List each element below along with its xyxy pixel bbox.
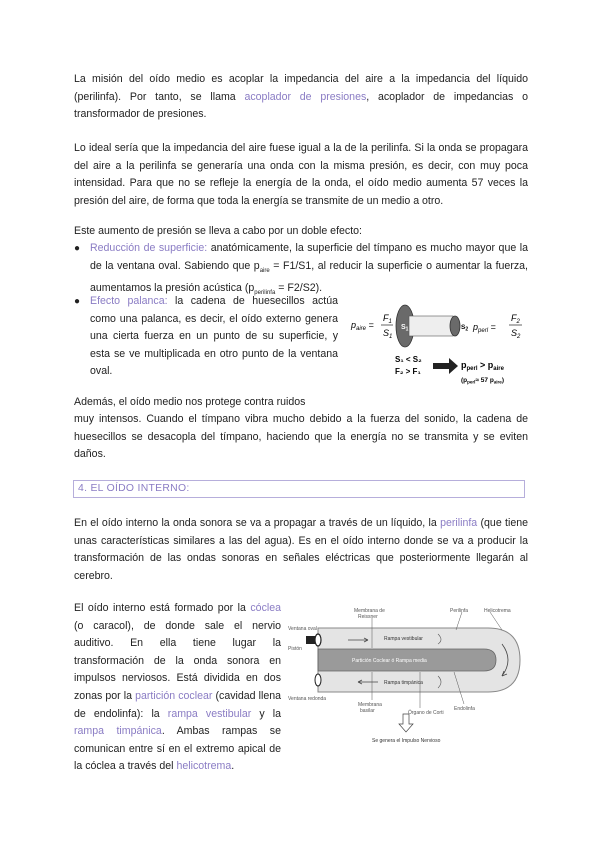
term-acoplador-presiones: acoplador de presiones bbox=[244, 90, 367, 103]
bullet-efecto-palanca: ● Efecto palanca: la cadena de huesecillos actúa como una palanca, es decir, el oído externo genera una cierta fuerza en un punto de su superficie, y esta se ve multiplicada en otro punto de la ventana oval. bbox=[74, 295, 339, 378]
svg-text:Se genera el Impulso Nervioso: Se genera el Impulso Nervioso bbox=[372, 738, 441, 744]
svg-text:F₂ > F₁: F₂ > F₁ bbox=[395, 367, 421, 376]
oval-window-disc bbox=[450, 316, 460, 336]
pressure-transform-diagram bbox=[345, 292, 525, 392]
svg-text:Membrana: Membrana bbox=[358, 702, 382, 708]
svg-text:Helicotrema: Helicotrema bbox=[484, 608, 511, 614]
svg-text:Reissner: Reissner bbox=[358, 614, 378, 620]
svg-text:S1: $S_1$ bbox=[401, 324, 409, 333]
svg-text:S₁ < S₂: S₁ < S₂ bbox=[395, 355, 422, 364]
impulse-arrow-icon bbox=[399, 714, 413, 732]
bullet-dot-icon: ● bbox=[74, 243, 81, 254]
term-particion-coclear: partición coclear bbox=[135, 689, 213, 702]
ossicle-cylinder bbox=[409, 316, 453, 336]
term-coclea: cóclea bbox=[250, 602, 281, 614]
svg-text:Rampa timpánica: Rampa timpánica bbox=[384, 680, 423, 686]
svg-text:S1: $S_1$ bbox=[383, 328, 393, 340]
section-header-box bbox=[73, 480, 525, 498]
paragraph-cochlea: El oído interno está formado por la cóclea (o caracol), de donde sale el nervio auditivo. En ella tiene lugar la transformación de la onda sonora en impulsos nerviosos. Está dividida en dos zonas por la partición coclear (cavidad llena de endolinfa): la rampa vestibular y la rampa timpánica. Ambas rampas se comunican entre sí en el extremo apical de la cóclea a través del helicotrema. bbox=[74, 602, 282, 773]
paragraph-ideal-impedance: Lo ideal sería que la impedancia del aire fuese igual a la de la perilinfa. Si la onda se propagara del aire a la perilinfa se generaría una onda con la misma presión, es decir, con muy poca intensidad. Para que no se refleje la energía de la onda, el oído medio aumenta 57 veces la presión del aire, de forma que toda la energía se transmite de un medio a otro. bbox=[74, 142, 528, 207]
svg-text:Partición Coclear ó Rampa medi: Partición Coclear ó Rampa media bbox=[352, 658, 427, 664]
term-rampa-timpanica: rampa timpánica bbox=[74, 725, 162, 738]
svg-text:Perilinfa: Perilinfa bbox=[450, 608, 469, 614]
term-perilinfa: perilinfa bbox=[440, 517, 478, 529]
svg-text:Membrana de: Membrana de bbox=[354, 608, 385, 614]
svg-text:basilar: basilar bbox=[360, 708, 375, 714]
svg-text:F2: $F_2$ bbox=[511, 313, 520, 325]
svg-text:paire =: $p_{aire}$ = bbox=[351, 320, 374, 332]
svg-text:F1: $F_1$ bbox=[383, 313, 392, 325]
result-arrow-icon bbox=[433, 358, 458, 374]
svg-text:S2: $S_2$ bbox=[511, 328, 521, 340]
bullet-dot-icon: ● bbox=[74, 296, 81, 307]
svg-text:S2: $S_2$ bbox=[461, 324, 469, 333]
paragraph-protection-a: Además, el oído medio nos protege contra ruidos bbox=[74, 396, 306, 408]
section-title: 4. EL OÍDO INTERNO: bbox=[78, 483, 190, 494]
term-helicotrema: helicotrema bbox=[176, 760, 232, 773]
paragraph-inner-ear: En el oído interno la onda sonora se va a propagar a través de un líquido, la perilinfa (que tiene unas características similares a las del agua). Es en el oído interno donde se va a producir la transformación de las ondas sonoras en señales eléctricas que posteriormente llegarán al cerebro. bbox=[74, 517, 529, 582]
svg-text:Rampa vestibular: Rampa vestibular bbox=[384, 636, 423, 642]
paragraph-double-effect: Este aumento de presión se lleva a cabo por un doble efecto: bbox=[74, 225, 362, 237]
svg-text:pperl > paire: $p_{perl} > p_{aire}$ bbox=[461, 360, 504, 372]
round-window-icon bbox=[315, 674, 321, 686]
term-efecto-palanca: Efecto palanca: bbox=[90, 295, 168, 307]
svg-text:Ventana redonda: Ventana redonda bbox=[288, 696, 327, 702]
term-rampa-vestibular: rampa vestibular bbox=[167, 707, 252, 720]
svg-text:(pperl≈ 57 paire): ($p_{perl}\approx 57$ $p_{aire}$) bbox=[461, 377, 504, 385]
paragraph-impedance-coupling: La misión del oído medio es acoplar la impedancia del aire a la impedancia del líquido (perilinfa). Por tanto, se llama acoplador de presiones, acoplador de impedancias o transformador de presiones. bbox=[74, 73, 528, 121]
svg-text:Órgano de Corti: Órgano de Corti bbox=[408, 710, 444, 716]
term-reduccion-superficie: Reducción de superficie: bbox=[90, 242, 208, 254]
svg-text:Pistón: Pistón bbox=[288, 646, 302, 652]
svg-text:pperl =: $p_{perl}$ = bbox=[473, 322, 496, 334]
oval-window-icon bbox=[315, 634, 321, 646]
cochlea-diagram bbox=[288, 604, 528, 746]
bullet-reduccion-superficie: ● Reducción de superficie: anatómicamente, la superficie del tímpano es mucho mayor que la de la ventana oval. Sabiendo que $p_{aire} = F1/S1$, al reducir la superficie o aumentar la fuerza, aumentamos la presión acústica $(p_{perilinfa} = F2/S2)$. bbox=[74, 242, 528, 297]
paragraph-protection-b: muy intensos. Cuando el tímpano vibra mucho debido a la fuerza del sonido, la cadena de huesecillos se desacopla del tímpano, haciendo que la energía no se transmita y se eviten daños. bbox=[74, 413, 528, 461]
svg-text:Ventana oval: Ventana oval bbox=[288, 626, 317, 632]
svg-text:Endolinfa: Endolinfa bbox=[454, 706, 475, 712]
